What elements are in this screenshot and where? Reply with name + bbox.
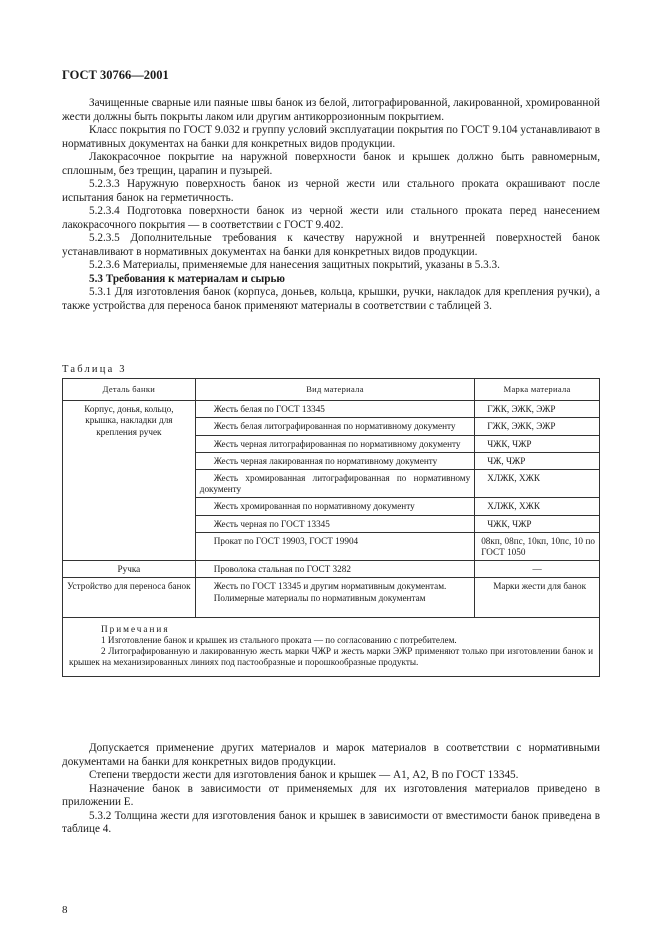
grade-cell: ГЖК, ЭЖК, ЭЖР — [475, 401, 600, 418]
material-cell: Жесть черная по ГОСТ 13345 — [195, 515, 474, 532]
section-heading: 5.3 Требования к материалам и сырью — [89, 272, 285, 285]
grade-cell: ХЛЖК, ХЖК — [475, 470, 600, 498]
table-row — [63, 401, 600, 418]
material-cell: Жесть белая литографированная по нормативному документу — [195, 418, 474, 435]
material-cell: Жесть хромированная литографированная по нормативному документу — [195, 470, 474, 498]
header-detail: Деталь банки — [63, 379, 196, 401]
material-cell: Жесть черная лакированная по нормативному документу — [195, 452, 474, 469]
material-cell — [195, 578, 474, 617]
material-cell: Прокат по ГОСТ 19903, ГОСТ 19904 — [195, 532, 474, 560]
material-cell: Жесть черная литографированная по нормативному документу — [195, 435, 474, 452]
header-grade: Марка материала — [475, 379, 600, 401]
table-row — [63, 561, 600, 578]
grade-cell: ЧЖК, ЧЖР — [475, 435, 600, 452]
page-number: 8 — [62, 904, 68, 916]
paragraph: Лакокрасочное покрытие на наружной поверхности банок и крышек должно быть равномерным, сплошным, без трещин, царапин и пузырей. — [62, 151, 600, 177]
detail-cell: Устройство для переноса банок — [63, 578, 196, 617]
notes-row — [63, 617, 600, 677]
material-line: Жесть по ГОСТ 13345 и другим нормативным документам. — [213, 581, 447, 592]
paragraph: 5.2.3.5 Дополнительные требования к качеству наружной и внутренней поверхностей банок устанавливают в нормативных документах на банки для конкретных видов продукции. — [62, 232, 600, 258]
material-cell: Проволока стальная по ГОСТ 3282 — [195, 561, 474, 578]
note: 1 Изготовление банок и крышек из стального проката — по согласованию с потребителем. — [101, 634, 457, 645]
material-cell: Жесть белая по ГОСТ 13345 — [195, 401, 474, 418]
paragraph: Класс покрытия по ГОСТ 9.032 и группу условий эксплуатации покрытия по ГОСТ 9.104 устанавливают в нормативных документах на банки для конкретных видов продукции. — [62, 124, 600, 150]
grade-cell: Марки жести для банок — [475, 578, 600, 617]
page-header: ГОСТ 30766—2001 — [62, 68, 169, 82]
paragraph: 5.3.2 Толщина жести для изготовления банок и крышек в зависимости от вместимости банок приведена в таблице 4. — [62, 809, 600, 835]
grade-cell: — — [475, 561, 600, 578]
paragraph: Допускается применение других материалов и марок материалов в соответствии с нормативными документами на банки для конкретных видов продукции. — [62, 742, 600, 768]
paragraph: Зачищенные сварные или паяные швы банок из белой, литографированной, лакированной, хромированной жести должны быть покрыты лаком или другим антикоррозионным покрытием. — [62, 97, 600, 123]
grade-cell: ХЛЖК, ХЖК — [475, 498, 600, 515]
paragraph: Степени твердости жести для изготовления банок и крышек — А1, А2, В по ГОСТ 13345. — [89, 769, 519, 781]
table-row — [63, 578, 600, 617]
materials-table — [62, 378, 600, 677]
bottom-text-block — [62, 742, 600, 837]
grade-cell: ЧЖ, ЧЖР — [475, 452, 600, 469]
top-text-block — [62, 97, 600, 313]
detail-cell: Корпус, донья, кольцо, крышка, накладки для крепления ручек — [63, 401, 196, 561]
paragraph: 5.3.1 Для изготовления банок (корпуса, доньев, кольца, крышки, ручки, накладок для крепления ручки), а также устройства для переноса банок применяют материалы в соответствии с таблицей 3. — [62, 286, 600, 312]
material-line: Полимерные материалы по нормативным документам — [213, 592, 426, 603]
material-cell: Жесть хромированная по нормативному документу — [195, 498, 474, 515]
detail-cell: Ручка — [63, 561, 196, 578]
table-label: Таблица 3 — [62, 364, 127, 375]
paragraph: 5.2.3.6 Материалы, применяемые для нанесения защитных покрытий, указаны в 5.3.3. — [89, 259, 500, 271]
notes-title: Примечания — [101, 623, 170, 634]
note: 2 Литографированную и лакированную жесть марки ЧЖР и жесть марки ЭЖР применяют только при изготовлении банок и крышек на механизированных линиях под пастообразные и порошкообразные продукты. — [69, 646, 593, 668]
paragraph: 5.2.3.3 Наружную поверхность банок из черной жести или стального проката окрашивают после испытания банок на герметичность. — [62, 178, 600, 204]
grade-cell: 08кп, 08пс, 10кп, 10пс, 10 по ГОСТ 1050 — [475, 532, 600, 560]
grade-cell: ЧЖК, ЧЖР — [475, 515, 600, 532]
paragraph: 5.2.3.4 Подготовка поверхности банок из черной жести или стального проката перед нанесением лакокрасочного покрытия — в соответствии с ГОСТ 9.402. — [62, 205, 600, 231]
paragraph: Назначение банок в зависимости от применяемых для их изготовления материалов приведено в приложении Е. — [62, 782, 600, 808]
grade-cell: ГЖК, ЭЖК, ЭЖР — [475, 418, 600, 435]
notes-cell — [63, 617, 600, 677]
header-material: Вид материала — [195, 379, 474, 401]
table-header-row — [63, 379, 600, 401]
